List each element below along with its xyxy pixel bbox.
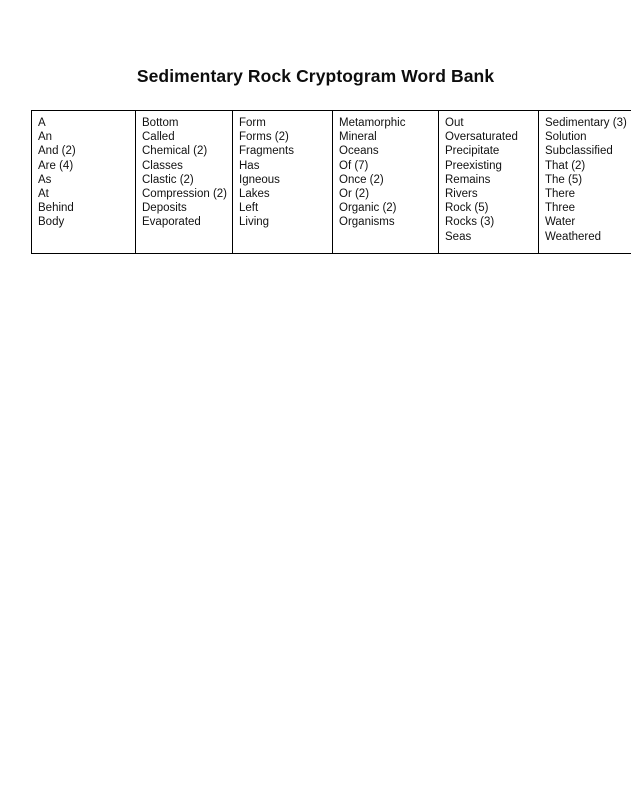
word-list-6 xyxy=(545,116,631,244)
word-item: Remains xyxy=(445,173,491,186)
word-item: Behind xyxy=(38,202,74,215)
word-bank-column-3 xyxy=(233,111,333,254)
word-list-1 xyxy=(38,116,135,230)
word-item: Organisms xyxy=(339,216,395,229)
word-item: And (2) xyxy=(38,145,76,158)
word-item: Or (2) xyxy=(339,188,370,201)
word-item: Evaporated xyxy=(142,216,201,229)
word-bank-column-6 xyxy=(539,111,631,254)
word-item: Oversaturated xyxy=(445,131,518,144)
word-list-4 xyxy=(339,116,438,230)
word-item: Water xyxy=(545,216,576,229)
word-item: Are (4) xyxy=(38,159,74,172)
word-item: Oceans xyxy=(339,145,379,158)
word-item: Called xyxy=(142,131,175,144)
word-bank-column-5 xyxy=(439,111,539,254)
word-item: Has xyxy=(239,159,260,172)
word-item: Igneous xyxy=(239,173,280,186)
word-item: That (2) xyxy=(545,159,586,172)
word-item: Left xyxy=(239,202,259,215)
word-list-5 xyxy=(445,116,538,244)
word-item: Fragments xyxy=(239,145,294,158)
word-item: Sedimentary (3) xyxy=(545,117,627,129)
word-item: There xyxy=(545,188,576,201)
word-item: Body xyxy=(38,216,65,229)
word-item: Precipitate xyxy=(445,145,500,158)
word-item: An xyxy=(38,131,53,144)
table-row xyxy=(32,111,631,254)
word-list-2 xyxy=(142,116,232,230)
word-item: Living xyxy=(239,216,270,229)
word-item: The (5) xyxy=(545,173,583,186)
word-item: A xyxy=(38,117,46,129)
word-item: Clastic (2) xyxy=(142,173,194,186)
word-item: Bottom xyxy=(142,117,179,129)
word-item: Organic (2) xyxy=(339,202,397,215)
word-item: Deposits xyxy=(142,202,187,215)
word-item: Three xyxy=(545,202,576,215)
word-item: Of (7) xyxy=(339,159,369,172)
word-bank-column-2 xyxy=(136,111,233,254)
word-item: Preexisting xyxy=(445,159,502,172)
word-item: Rivers xyxy=(445,188,478,201)
word-bank-table xyxy=(31,110,631,254)
word-item: At xyxy=(38,188,49,201)
page-title: Sedimentary Rock Cryptogram Word Bank xyxy=(136,66,495,86)
word-item: Forms (2) xyxy=(239,131,289,144)
word-item: Compression (2) xyxy=(142,188,227,201)
word-bank-column-4 xyxy=(333,111,439,254)
word-item: Metamorphic xyxy=(339,117,406,129)
word-bank-column-1 xyxy=(32,111,136,254)
word-item: Chemical (2) xyxy=(142,145,208,158)
word-item: Form xyxy=(239,117,266,129)
word-list-3 xyxy=(239,116,332,230)
word-item: Solution xyxy=(545,131,587,144)
word-item: Mineral xyxy=(339,131,377,144)
word-item: Subclassified xyxy=(545,145,613,158)
word-item: Rock (5) xyxy=(445,202,489,215)
word-item: Lakes xyxy=(239,188,270,201)
word-item: Out xyxy=(445,117,464,129)
word-item: Classes xyxy=(142,159,183,172)
word-item: Seas xyxy=(445,230,472,243)
word-item: As xyxy=(38,173,52,186)
word-item: Once (2) xyxy=(339,173,384,186)
word-item: Rocks (3) xyxy=(445,216,495,229)
word-item: Weathered xyxy=(545,230,602,243)
